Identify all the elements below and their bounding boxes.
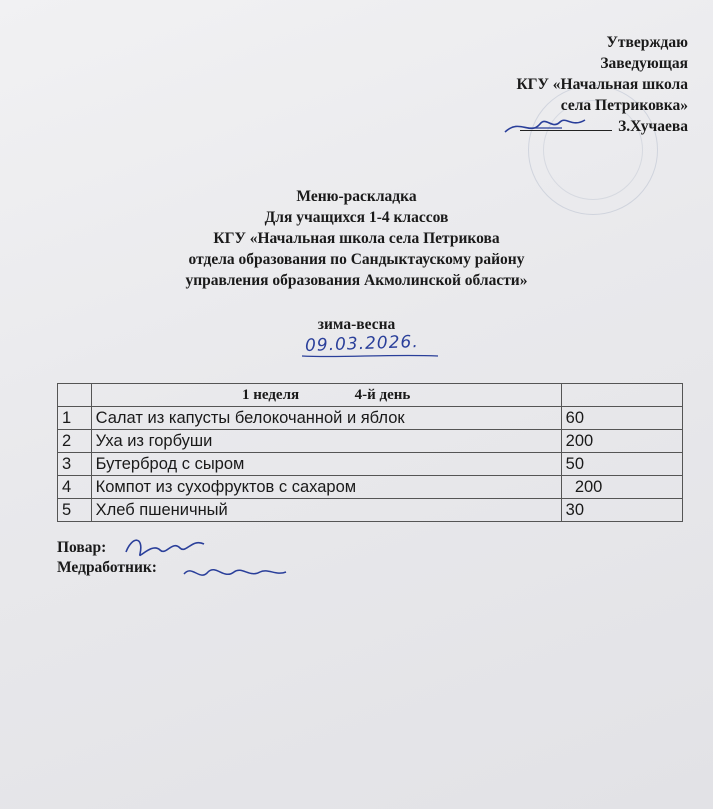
menu-table — [57, 383, 683, 522]
table-row — [58, 430, 683, 453]
row-number: 3 — [58, 453, 92, 476]
director-name: З.Хучаева — [618, 118, 688, 135]
row-number: 1 — [58, 407, 92, 430]
cook-signature — [122, 532, 212, 562]
row-number: 4 — [58, 476, 92, 499]
header-empty-num — [58, 384, 92, 407]
document-title — [0, 186, 713, 291]
header-week-day — [91, 384, 561, 407]
title-line-3: КГУ «Начальная школа села Петрикова — [213, 230, 500, 247]
table-row — [58, 499, 683, 522]
portion-grams: 200 — [561, 430, 682, 453]
table-row — [58, 453, 683, 476]
dish-name: Уха из горбуши — [91, 430, 561, 453]
portion-grams: 30 — [561, 499, 682, 522]
week-label: 1 неделя — [241, 386, 300, 403]
portion-grams: 200 — [561, 476, 682, 499]
medic-signature — [180, 560, 290, 586]
portion-grams: 60 — [561, 407, 682, 430]
row-number: 5 — [58, 499, 92, 522]
cook-label: Повар: — [57, 539, 107, 556]
title-line-4: отдела образования по Сандыктаускому району — [188, 251, 525, 268]
approval-line-1: Утверждаю — [606, 34, 688, 51]
title-line-2: Для учащихся 1-4 классов — [264, 209, 449, 226]
season-label: зима-весна — [317, 316, 396, 333]
dish-name: Бутерброд с сыром — [91, 453, 561, 476]
approval-line-2: Заведующая — [600, 55, 688, 72]
director-signature — [500, 110, 590, 140]
table-row — [58, 476, 683, 499]
portion-grams: 50 — [561, 453, 682, 476]
dish-name: Компот из сухофруктов с сахаром — [91, 476, 561, 499]
medic-label: Медработник: — [57, 559, 157, 576]
date-underline — [300, 352, 440, 360]
title-line-5: управления образования Акмолинской области» — [185, 272, 528, 289]
dish-name: Салат из капусты белокочанной и яблок — [91, 407, 561, 430]
table-header-row — [58, 384, 683, 407]
header-empty-qty — [561, 384, 682, 407]
approval-line-3: КГУ «Начальная школа — [516, 76, 688, 93]
table-row — [58, 407, 683, 430]
approval-line-4: села Петриковка» — [560, 97, 688, 114]
day-label: 4-й день — [354, 386, 411, 403]
handwritten-date: 09.03.2026. — [304, 332, 420, 356]
title-line-1: Меню-раскладка — [296, 188, 417, 205]
row-number: 2 — [58, 430, 92, 453]
dish-name: Хлеб пшеничный — [91, 499, 561, 522]
